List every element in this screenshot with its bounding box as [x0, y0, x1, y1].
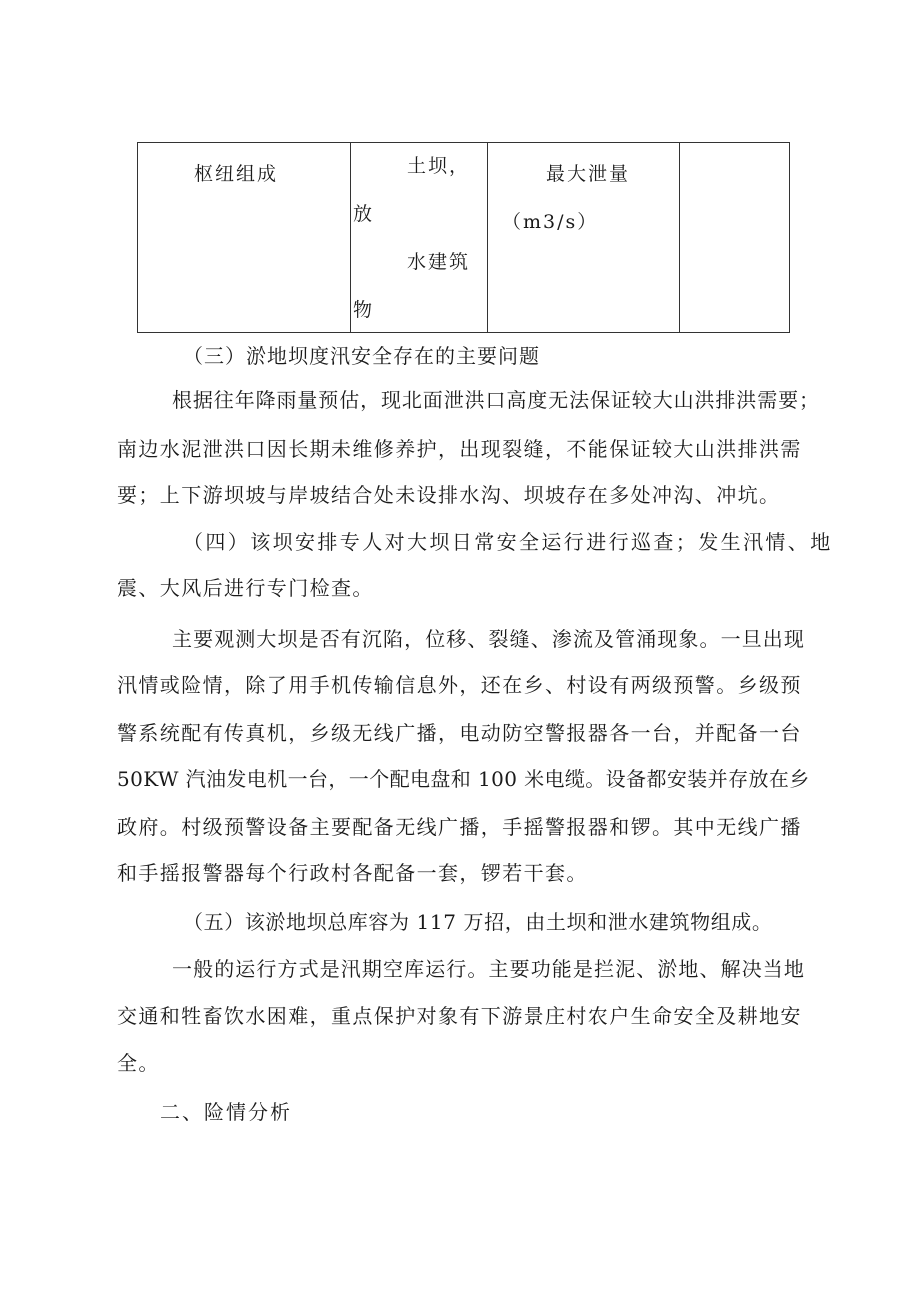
- section5-text-line: （五）该淤地坝总库容为 117 万招，由土坝和泄水建筑物组成。: [183, 910, 773, 934]
- section4-text-line: 汛情或险情，除了用手机传输信息外，还在乡、村设有两级预警。乡级预: [117, 673, 802, 697]
- section5-text-line: 全。: [117, 1051, 160, 1075]
- chapter2-heading: 二、险情分析: [160, 1100, 292, 1124]
- section3-text-line: 要；上下游坝坡与岸坡结合处未设排水沟、坝坡存在多处冲沟、冲坑。: [117, 483, 781, 507]
- table-row: [138, 143, 790, 333]
- components-text-1: 土坝，: [407, 155, 471, 177]
- section4-text-line: （四）该坝安排专人对大坝日常安全运行进行巡查；发生汛情、地: [183, 530, 833, 554]
- section5-text-line: 一般的运行方式是汛期空库运行。主要功能是拦泥、淤地、解决当地: [172, 957, 805, 981]
- section3-text-line: 南边水泥泄洪口因长期未维修养护，出现裂缝，不能保证较大山洪排洪需: [117, 437, 802, 461]
- section3-heading: （三）淤地坝度汛安全存在的主要问题: [183, 344, 540, 368]
- section4-text-line: 和手摇报警器每个行政村各配备一套，锣若干套。: [117, 861, 588, 885]
- section4-text-line: 主要观测大坝是否有沉陷，位移、裂缝、渗流及管涌现象。一旦出现: [172, 627, 805, 651]
- table-cell-value: [680, 143, 790, 333]
- hub-composition-label: 枢纽组成: [194, 163, 279, 185]
- components-text-3: 水建筑: [407, 251, 471, 273]
- section4-text-line: 政府。村级预警设备主要配备无线广播，手摇警报器和锣。其中无线广播: [117, 815, 802, 839]
- table-cell-max-discharge: [488, 143, 680, 333]
- section4-text-line: 警系统配有传真机，乡级无线广播，电动防空警报器各一台，并配备一台: [117, 721, 802, 745]
- dam-info-table: [137, 142, 790, 333]
- section5-text-line: 交通和牲畜饮水困难，重点保护对象有下游景庄村农户生命安全及耕地安: [117, 1004, 802, 1028]
- section4-text-line: 震、大风后进行专门检查。: [117, 576, 374, 600]
- components-text-4: 物: [353, 299, 375, 321]
- section3-text-line: 根据往年降雨量预估，现北面泄洪口高度无法保证较大山洪排洪需要；: [172, 388, 820, 412]
- table-cell-components: [351, 143, 488, 333]
- components-text-2: 放: [353, 203, 375, 225]
- max-discharge-unit: （m3/s）: [502, 211, 599, 233]
- section4-text-line: 50KW 汽油发电机一台，一个配电盘和 100 米电缆。设备都安装并存放在乡: [117, 767, 810, 791]
- table-cell-label: [138, 143, 351, 333]
- max-discharge-label: 最大泄量: [546, 163, 631, 185]
